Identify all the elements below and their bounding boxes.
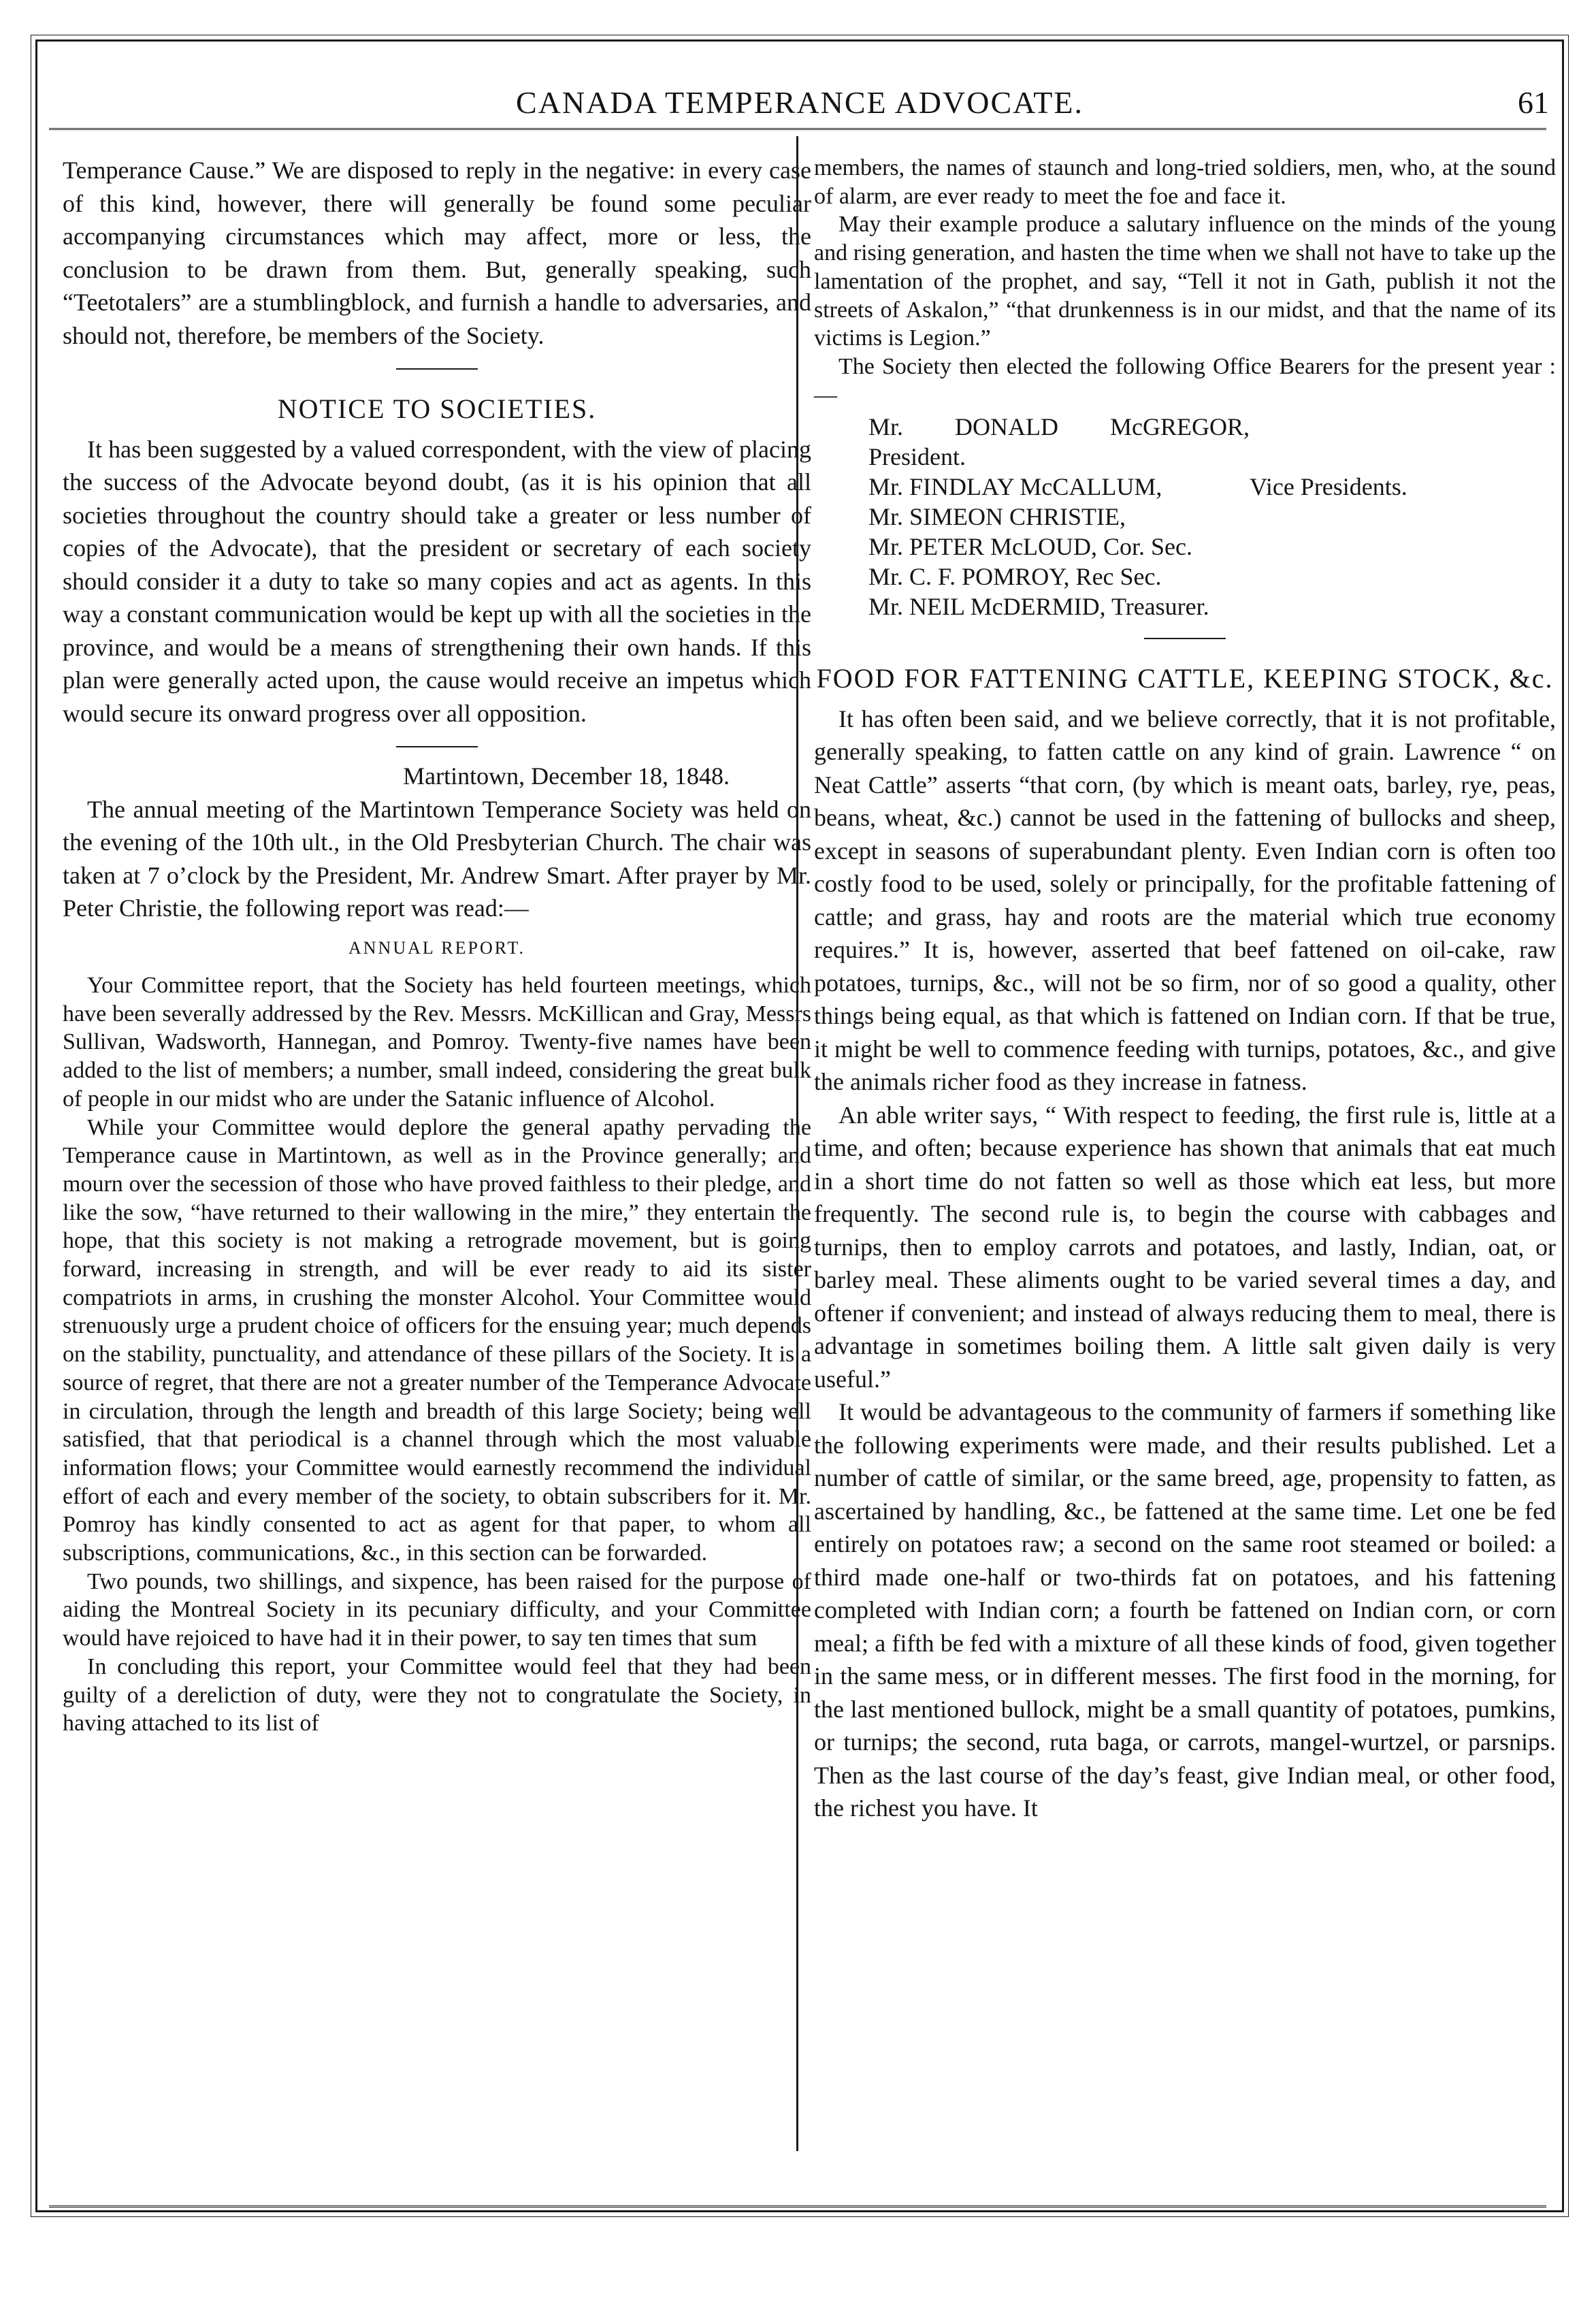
- report-heading: ANNUAL REPORT.: [348, 937, 525, 958]
- opening-paragraph: Temperance Cause.” We are disposed to reply in the negative: in every case of this kind, however, there will generally be found some peculiar accompanying circumstances which may affect, more or less, the conclusion to be drawn from them. But, generally speaking, such “Teetotalers” are a stumblingblock, and furnish a handle to adversaries, and should not, therefore, be members of the Society.: [63, 157, 811, 349]
- officer-name: Mr. SIMEON CHRISTIE,: [868, 503, 1126, 531]
- publication-title: CANADA TEMPERANCE ADVOCATE.: [516, 85, 1084, 120]
- section-rule: [1144, 638, 1226, 639]
- left-column: [63, 154, 811, 1738]
- report-paragraph: Your Committee report, that the Society has held fourteen meetings, which have been severally addressed by the Rev. Messrs. McKillican and Gray, Messrs Sullivan, Wadsworth, Hannegan, and Pomroy. Twenty-five names have been added to the list of members; a number, small indeed, considering the great bulk of people in our midst who are under the Satanic influence of Alcohol.: [63, 973, 811, 1112]
- dateline: Martintown, December 18, 1848.: [403, 762, 730, 790]
- officer-name: Mr. C. F. POMROY, Rec Sec.: [868, 563, 1162, 591]
- footer-rule: [49, 2205, 1546, 2210]
- officer-name: Mr. DONALD McGREGOR, President.: [868, 413, 1250, 471]
- officer-row: [868, 472, 1556, 502]
- report-paragraph: In concluding this report, your Committee would feel that they had been guilty of a dereliction of duty, were they not to congratulate the Society, in having attached to its list of: [63, 1653, 811, 1736]
- page-header: [35, 80, 1564, 124]
- elected-paragraph: The Society then elected the following Office Bearers for the present year :—: [814, 353, 1556, 408]
- food-paragraph: It has often been said, and we believe correctly, that it is not profitable, generally speaking, to fatten cattle on any kind of grain. Lawrence “ on Neat Cattle” asserts “that corn, (by which is meant oats, barley, rye, peas, beans, wheat, &c.) cannot be used in the fattening of bullocks and sheep, except in seasons of superabundant plenty. Even Indian corn is often too costly food to be used, solely or principally, for the profitable fattening of cattle; and grass, hay and roots are the material which true economy requires.” It is, however, asserted that beef fattened on oil-cake, raw potatoes, turnips, &c., will not be so firm, nor of so good a quality, other things being equal, as that which is fattened on Indian corn. If that be true, it might be well to commence feeding with turnips, potatoes, &c., and give the animals richer food as they increase in fatness.: [814, 705, 1556, 1096]
- notice-paragraph: It has been suggested by a valued correspondent, with the view of placing the success of the Advocate beyond doubt, (as it is his opinion that all societies throughout the country should take a greater or less number of copies of the Advocate), that the president or secretary of each society should consider it a duty to take so many copies and act as agents. In this way a constant communication would be kept up with all the societies in the province, and would be a means of strengthening their own hands. If this plan were generally acted upon, the cause would receive an impetus which would secure its onward progress over all opposition.: [63, 435, 811, 727]
- report-paragraph: Two pounds, two shillings, and sixpence, has been raised for the purpose of aiding the Montreal Society in its pecuniary difficulty, and your Committee would have rejoiced to have had it in their power, to say ten times that sum: [63, 1568, 811, 1651]
- report-paragraph: While your Committee would deplore the general apathy pervading the Temperance cause in Martintown, as well as in the Province generally; and mourn over the secession of those who have proved faithless to their pledge, and like the sow, “have returned to their wallowing in the mire,” they entertain the hope, that this society is not making a retrograde movement, but is going forward, increasing in strength, and will be ever ready to aid its sister compatriots in arms, in crushing the monster Alcohol. Your Committee would strenuously urge a prudent choice of officers for the ensuing year; much depends on the stability, punctuality, and attendance of these pillars of the Society. It is a source of regret, that there are not a greater number of the Temperance Advocate in circulation, through the length and breadth of this large Society; being well satisfied, that that periodical is a channel through which the most valuable information flows; your Committee would earnestly recommend the individual effort of each and every member of the society, to obtain subscribers for it. Mr. Pomroy has kindly consented to act as agent for that paper, to whom all subscriptions, communications, &c., in this section can be forwarded.: [63, 1114, 811, 1566]
- continuation-paragraph: members, the names of staunch and long-tried soldiers, men, who, at the sound of alarm, are ever ready to meet the foe and face it.: [814, 155, 1556, 209]
- header-rule: [49, 128, 1546, 133]
- officer-name: Mr. PETER McLOUD, Cor. Sec.: [868, 533, 1192, 561]
- meeting-paragraph: The annual meeting of the Martintown Temperance Society was held on the evening of the 10th ult., in the Old Presbyterian Church. The chair was taken at 7 o’clock by the President, Mr. Andrew Smart. After prayer by Mr. Peter Christie, the following report was read:—: [63, 795, 811, 922]
- section-rule: [396, 368, 478, 370]
- officer-row: [868, 562, 1556, 592]
- vice-presidents-label: Vice Presidents.: [1250, 473, 1407, 501]
- officer-row: [868, 592, 1556, 621]
- notice-heading: NOTICE TO SOCIETIES.: [277, 393, 597, 424]
- officer-row: [868, 412, 1556, 472]
- example-paragraph: May their example produce a salutary influence on the minds of the young and rising generation, and hasten the time when we shall not have to take up the lamentation of the prophet, and say, “Tell it not in Gath, publish it not the streets of Askalon,” “that drunkenness is in our midst, and that the name of its victims is Legion.”: [814, 212, 1556, 351]
- officer-row: [868, 532, 1556, 562]
- right-column: [814, 154, 1556, 1825]
- food-paragraph: It would be advantageous to the community of farmers if something like the following experiments were made, and their results published. Let a number of cattle of similar, or the same breed, age, propensity to fatten, as ascertained by handling, &c., be fattened at the same time. Let one be fed entirely on potatoes raw; a second on the same root steamed or boiled: a third made one-half or two-thirds fat on potatoes, and his fattening completed with Indian corn; a fourth be fattened on Indian corn, or corn meal; a fifth be fed with a mixture of all these kinds of food, given together in the same mess, or in different messes. The first food in the morning, for the last mentioned bullock, might be a small quantity of potatoes, pumkins, or turnips; the second, ruta baga, or carrots, mangel-wurtzel, or parsnips. Then as the last course of the day’s feast, give Indian meal, or other food, the richest you have. It: [814, 1398, 1556, 1822]
- officer-row: [868, 502, 1556, 532]
- report-body: [63, 971, 811, 1738]
- section-rule: [396, 746, 478, 747]
- officer-name: Mr. FINDLAY McCALLUM,: [868, 473, 1162, 501]
- page-number: 61: [1518, 85, 1549, 120]
- report-continuation: [814, 154, 1556, 409]
- officer-name: Mr. NEIL McDERMID, Treasurer.: [868, 593, 1209, 621]
- food-heading: FOOD FOR FATTENING CATTLE, KEEPING STOCK, &c.: [816, 663, 1554, 694]
- officer-list: [868, 412, 1556, 621]
- food-paragraph: An able writer says, “ With respect to feeding, the first rule is, little at a time, and often; because experience has shown that animals that eat much in a short time do not fatten so well as those which eat less, but more frequently. The second rule is, to begin the course with cabbages and turnips, then to employ carrots and potatoes, and lastly, Indian, oat, or barley meal. These aliments ought to be varied several times a day, and oftener if convenient; and instead of always reducing them to meal, there is advantage in sometimes boiling them. A little salt given daily is very useful.”: [814, 1101, 1556, 1393]
